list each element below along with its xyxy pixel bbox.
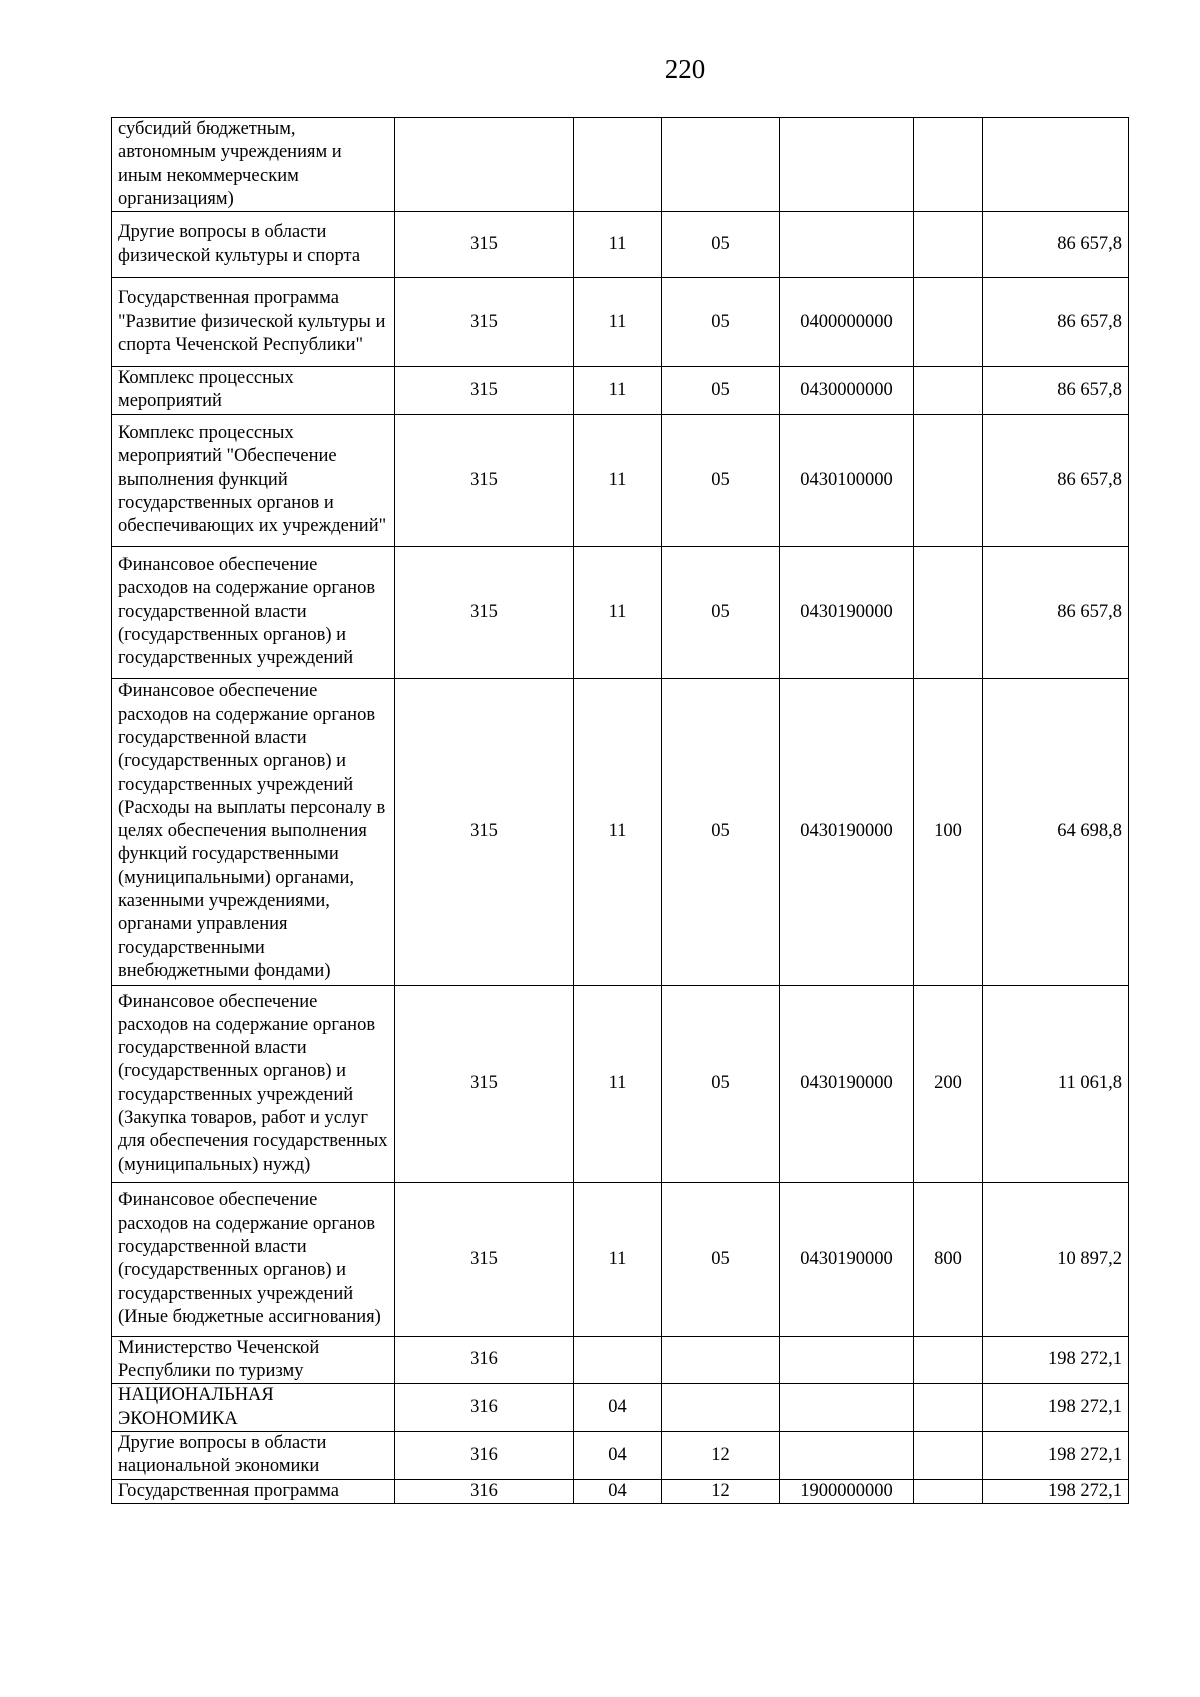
grbs-code: 316 xyxy=(395,1479,574,1503)
subsection-code: 05 xyxy=(662,367,780,415)
section-code: 11 xyxy=(574,678,662,985)
expense-type-code: 100 xyxy=(914,678,983,985)
target-article-code xyxy=(780,118,914,212)
table-row xyxy=(112,1384,1129,1432)
subsection-code xyxy=(662,1384,780,1432)
target-article-code: 0430190000 xyxy=(780,546,914,678)
table-row xyxy=(112,1336,1129,1384)
row-name: Финансовое обеспечение расходов на содержание органов государственной власти (государственных органов) и государственных учреждений xyxy=(112,546,395,678)
subsection-code xyxy=(662,1336,780,1384)
amount: 10 897,2 xyxy=(983,1182,1129,1336)
expense-type-code xyxy=(914,1336,983,1384)
section-code xyxy=(574,1336,662,1384)
section-code: 11 xyxy=(574,367,662,415)
amount: 64 698,8 xyxy=(983,678,1129,985)
amount: 198 272,1 xyxy=(983,1431,1129,1479)
section-code: 11 xyxy=(574,985,662,1182)
row-name: Комплекс процессных мероприятий xyxy=(112,367,395,415)
expense-type-code xyxy=(914,118,983,212)
subsection-code: 05 xyxy=(662,546,780,678)
grbs-code: 316 xyxy=(395,1336,574,1384)
amount: 198 272,1 xyxy=(983,1336,1129,1384)
row-name: Другие вопросы в области физической культуры и спорта xyxy=(112,212,395,278)
amount: 86 657,8 xyxy=(983,278,1129,367)
target-article-code: 0430190000 xyxy=(780,985,914,1182)
table-row xyxy=(112,1431,1129,1479)
target-article-code xyxy=(780,1431,914,1479)
target-article-code: 1900000000 xyxy=(780,1479,914,1503)
section-code: 04 xyxy=(574,1479,662,1503)
grbs-code: 315 xyxy=(395,1182,574,1336)
target-article-code: 0400000000 xyxy=(780,278,914,367)
expense-type-code xyxy=(914,278,983,367)
expense-type-code: 800 xyxy=(914,1182,983,1336)
expense-type-code xyxy=(914,1384,983,1432)
grbs-code: 315 xyxy=(395,278,574,367)
table-row xyxy=(112,118,1129,212)
target-article-code: 0430100000 xyxy=(780,414,914,546)
target-article-code xyxy=(780,212,914,278)
target-article-code: 0430000000 xyxy=(780,367,914,415)
table-row xyxy=(112,678,1129,985)
section-code: 11 xyxy=(574,414,662,546)
grbs-code: 316 xyxy=(395,1384,574,1432)
target-article-code xyxy=(780,1336,914,1384)
expense-type-code xyxy=(914,212,983,278)
section-code: 11 xyxy=(574,212,662,278)
table-row xyxy=(112,212,1129,278)
grbs-code: 315 xyxy=(395,367,574,415)
row-name: Финансовое обеспечение расходов на содержание органов государственной власти (государственных органов) и государственных учреждений (Закупка товаров, работ и услуг для обеспечения государственных (муниципальных) нужд) xyxy=(112,985,395,1182)
table-row xyxy=(112,1182,1129,1336)
row-name: Финансовое обеспечение расходов на содержание органов государственной власти (государственных органов) и государственных учреждений (Иные бюджетные ассигнования) xyxy=(112,1182,395,1336)
expense-type-code: 200 xyxy=(914,985,983,1182)
table-row xyxy=(112,278,1129,367)
table-row xyxy=(112,985,1129,1182)
section-code: 04 xyxy=(574,1431,662,1479)
subsection-code: 05 xyxy=(662,278,780,367)
amount xyxy=(983,118,1129,212)
row-name: Министерство Чеченской Республики по туризму xyxy=(112,1336,395,1384)
section-code: 11 xyxy=(574,1182,662,1336)
row-name: НАЦИОНАЛЬНАЯ ЭКОНОМИКА xyxy=(112,1384,395,1432)
subsection-code xyxy=(662,118,780,212)
amount: 86 657,8 xyxy=(983,414,1129,546)
amount: 86 657,8 xyxy=(983,546,1129,678)
expense-type-code xyxy=(914,367,983,415)
row-name: субсидий бюджетным, автономным учреждениям и иным некоммерческим организациям) xyxy=(112,118,395,212)
section-code xyxy=(574,118,662,212)
grbs-code: 315 xyxy=(395,212,574,278)
grbs-code xyxy=(395,118,574,212)
subsection-code: 05 xyxy=(662,1182,780,1336)
target-article-code: 0430190000 xyxy=(780,678,914,985)
row-name: Комплекс процессных мероприятий "Обеспечение выполнения функций государственных органов и обеспечивающих их учреждений" xyxy=(112,414,395,546)
amount: 198 272,1 xyxy=(983,1479,1129,1503)
grbs-code: 315 xyxy=(395,414,574,546)
subsection-code: 12 xyxy=(662,1431,780,1479)
expense-type-code xyxy=(914,414,983,546)
amount: 198 272,1 xyxy=(983,1384,1129,1432)
section-code: 11 xyxy=(574,546,662,678)
grbs-code: 315 xyxy=(395,546,574,678)
table-row xyxy=(112,546,1129,678)
target-article-code: 0430190000 xyxy=(780,1182,914,1336)
row-name: Финансовое обеспечение расходов на содержание органов государственной власти (государственных органов) и государственных учреждений (Расходы на выплаты персоналу в целях обеспечения выполнения функций государственными (муниципальными) органами, казенными учреждениями, органами управления государственными внебюджетными фондами) xyxy=(112,678,395,985)
amount: 86 657,8 xyxy=(983,212,1129,278)
amount: 86 657,8 xyxy=(983,367,1129,415)
row-name: Другие вопросы в области национальной экономики xyxy=(112,1431,395,1479)
grbs-code: 315 xyxy=(395,985,574,1182)
table-row xyxy=(112,414,1129,546)
subsection-code: 12 xyxy=(662,1479,780,1503)
subsection-code: 05 xyxy=(662,985,780,1182)
budget-table xyxy=(111,117,1129,1504)
amount: 11 061,8 xyxy=(983,985,1129,1182)
section-code: 11 xyxy=(574,278,662,367)
row-name: Государственная программа "Развитие физической культуры и спорта Чеченской Республики" xyxy=(112,278,395,367)
subsection-code: 05 xyxy=(662,414,780,546)
subsection-code: 05 xyxy=(662,678,780,985)
grbs-code: 316 xyxy=(395,1431,574,1479)
subsection-code: 05 xyxy=(662,212,780,278)
table-row xyxy=(112,367,1129,415)
row-name: Государственная программа xyxy=(112,1479,395,1503)
target-article-code xyxy=(780,1384,914,1432)
table-row xyxy=(112,1479,1129,1503)
section-code: 04 xyxy=(574,1384,662,1432)
expense-type-code xyxy=(914,1431,983,1479)
grbs-code: 315 xyxy=(395,678,574,985)
page-number: 220 xyxy=(664,54,706,84)
expense-type-code xyxy=(914,1479,983,1503)
expense-type-code xyxy=(914,546,983,678)
